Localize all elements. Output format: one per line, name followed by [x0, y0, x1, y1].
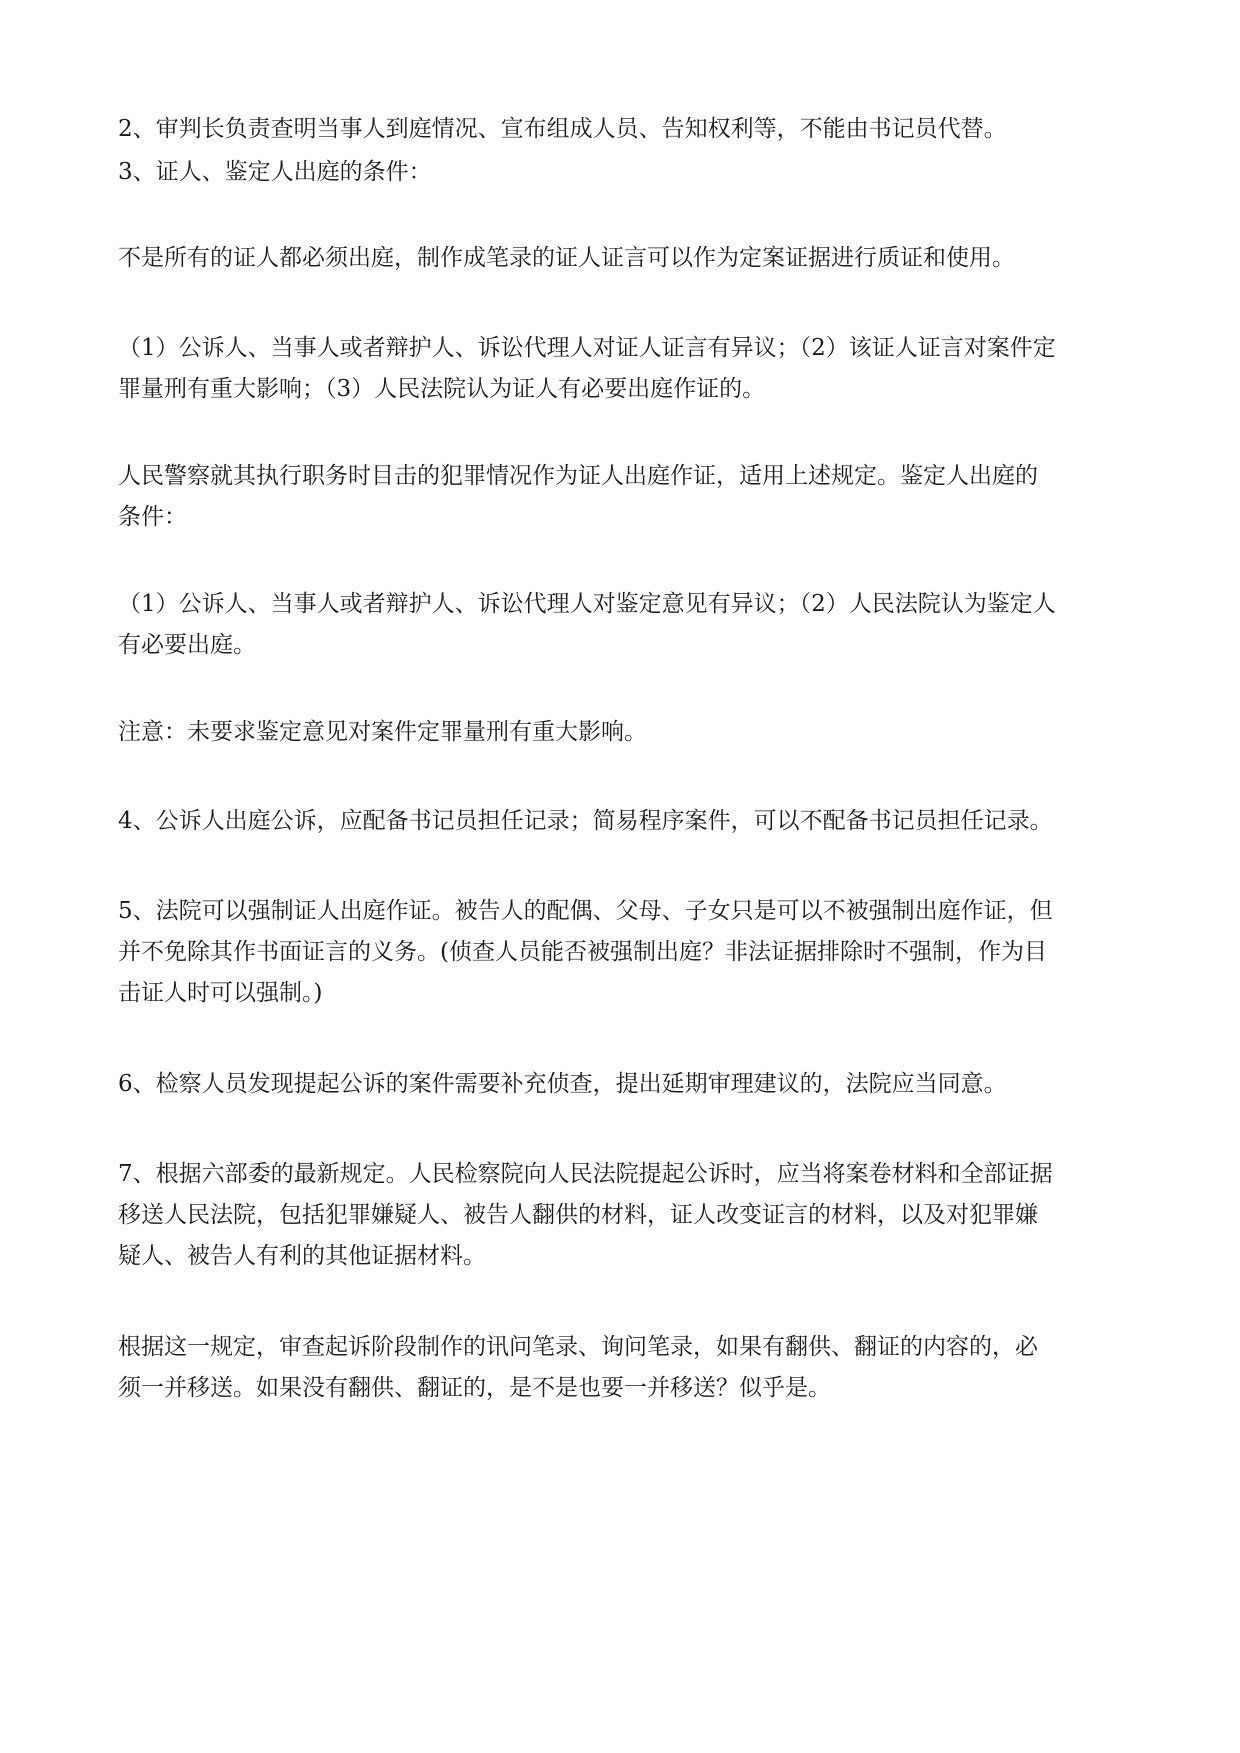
text-line: 6、检察人员发现提起公诉的案件需要补充侦查，提出延期审理建议的，法院应当同意。 [118, 1071, 1007, 1097]
text-line: 疑人、被告人有利的其他证据材料。 [118, 1243, 486, 1269]
text-line: 击证人时可以强制。) [118, 980, 323, 1006]
paragraph-note [118, 712, 1128, 753]
paragraph-item-4 [118, 801, 1128, 842]
paragraph-conclusion [118, 1327, 1128, 1409]
text-line: 罪量刑有重大影响；（3）人民法院认为证人有必要出庭作证的。 [118, 376, 766, 402]
paragraph-police-witness [118, 456, 1128, 538]
paragraph-expert-conditions [118, 584, 1128, 666]
text-line: 须一并移送。如果没有翻供、翻证的，是不是也要一并移送？似乎是。 [118, 1375, 831, 1401]
text-line: 5、法院可以强制证人出庭作证。被告人的配偶、父母、子女只是可以不被强制出庭作证，但 [118, 898, 1053, 924]
text-line: 注意：未要求鉴定意见对案件定罪量刑有重大影响。 [118, 719, 647, 745]
text-line: 4、公诉人出庭公诉，应配备书记员担任记录；简易程序案件，可以不配备书记员担任记录。 [118, 808, 1053, 834]
paragraph-item-6 [118, 1064, 1128, 1105]
paragraph-item-3-heading [118, 152, 1128, 193]
text-line: 有必要出庭。 [118, 632, 256, 658]
text-line: （1）公诉人、当事人或者辩护人、诉讼代理人对证人证言有异议；（2）该证人证言对案件定 [118, 335, 1056, 361]
text-line: 不是所有的证人都必须出庭，制作成笔录的证人证言可以作为定案证据进行质证和使用。 [118, 245, 1015, 271]
text-line: 移送人民法院，包括犯罪嫌疑人、被告人翻供的材料，证人改变证言的材料，以及对犯罪嫌 [118, 1202, 1038, 1228]
paragraph-item-7 [118, 1154, 1128, 1277]
paragraph-witness-conditions [118, 328, 1128, 410]
text-line: 7、根据六部委的最新规定。人民检察院向人民法院提起公诉时，应当将案卷材料和全部证据 [118, 1161, 1053, 1187]
text-line: 条件： [118, 504, 187, 530]
paragraph-item-2 [118, 109, 1128, 150]
text-line: 人民警察就其执行职务时目击的犯罪情况作为证人出庭作证，适用上述规定。鉴定人出庭的 [118, 463, 1038, 489]
paragraph-item-5 [118, 891, 1128, 1014]
text-line: （1）公诉人、当事人或者辩护人、诉讼代理人对鉴定意见有异议；（2）人民法院认为鉴定人 [118, 591, 1056, 617]
text-line: 3、证人、鉴定人出庭的条件： [118, 159, 432, 185]
paragraph-witness-not-required [118, 238, 1128, 279]
text-line: 并不免除其作书面证言的义务。(侦查人员能否被强制出庭？非法证据排除时不强制，作为目 [118, 939, 1047, 965]
text-line: 2、审判长负责查明当事人到庭情况、宣布组成人员、告知权利等，不能由书记员代替。 [118, 116, 1007, 142]
text-line: 根据这一规定，审查起诉阶段制作的讯问笔录、询问笔录，如果有翻供、翻证的内容的，必 [118, 1334, 1038, 1360]
